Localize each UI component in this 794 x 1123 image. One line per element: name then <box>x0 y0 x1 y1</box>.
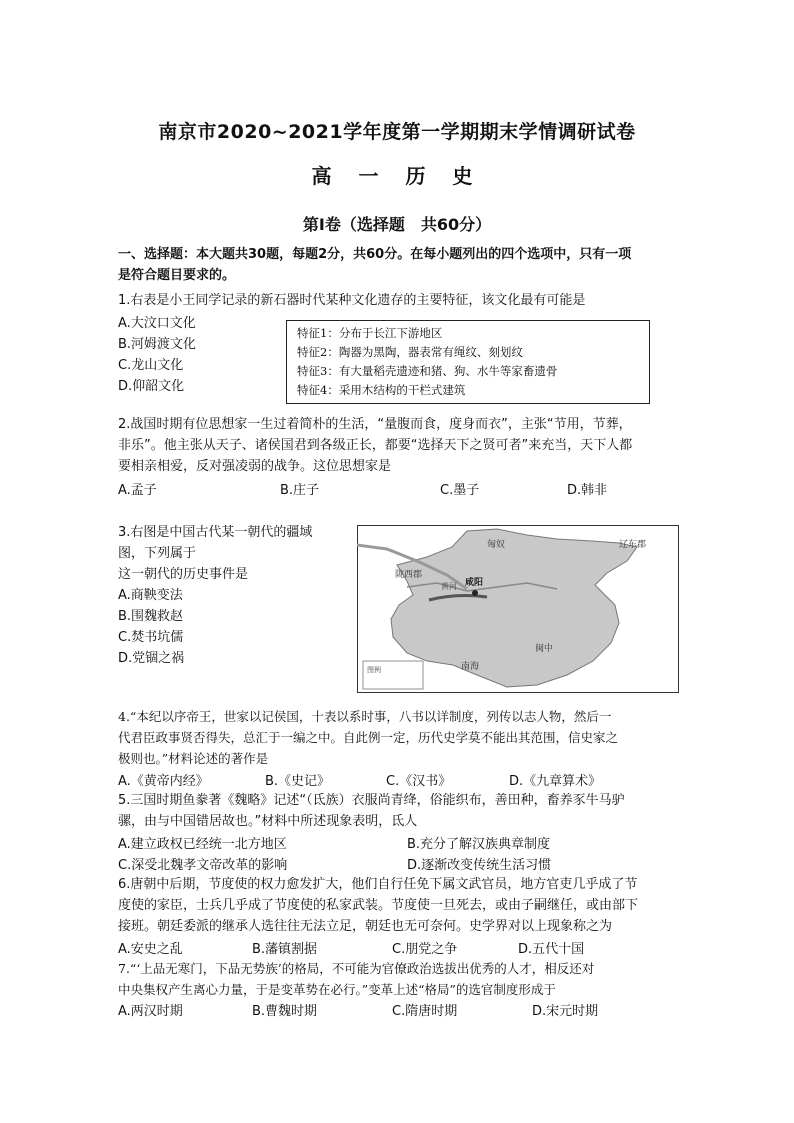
q1-feature-table <box>286 320 650 404</box>
q6-line-2: 度使的家臣，士兵几乎成了节度使的私家武装。节度使一旦死去，或由子嗣继任，或由部下 <box>118 898 639 913</box>
q3-option-b[interactable]: B.围魏救赵 <box>118 609 184 624</box>
instructions-line-1: 一、选择题：本大题共30题，每题2分，共60分。在每小题列出的四个选项中，只有一项 <box>118 247 632 262</box>
q2-option-a[interactable]: A.孟子 <box>118 483 157 498</box>
q4-line-3: 极则也。”材料论述的著作是 <box>118 751 269 766</box>
q1-option-c[interactable]: C.龙山文化 <box>118 358 184 373</box>
q4-line-1: 4.“本纪以序帝王，世家以记侯国，十表以系时事，八书以详制度，列传以志人物，然后一 <box>118 709 612 724</box>
feature-1: 特征1：分布于长江下游地区 <box>297 326 443 340</box>
question-1-stem <box>118 290 678 311</box>
map-label-capital: 咸阳 <box>465 578 484 588</box>
map-legend-title: 图例 <box>367 666 381 674</box>
section-heading: 第Ⅰ卷（选择题 共60分） <box>302 215 492 234</box>
instructions <box>118 244 678 286</box>
q5-option-a[interactable]: A.建立政权已经统一北方地区 <box>118 837 287 852</box>
map-label-northeast: 辽东郡 <box>619 540 647 550</box>
q7-option-c[interactable]: C.隋唐时期 <box>392 1004 458 1019</box>
q3-line-2: 图，下列属于 <box>118 546 197 561</box>
q4-option-b[interactable]: B.《史记》 <box>265 774 331 789</box>
q3-option-a[interactable]: A.商鞅变法 <box>118 588 183 603</box>
q1-option-d[interactable]: D.仰韶文化 <box>118 379 185 394</box>
q3-option-d[interactable]: D.党锢之祸 <box>118 651 185 666</box>
question-5-stem <box>118 790 678 832</box>
question-7-stem <box>118 958 678 1000</box>
q2-line-3: 要相亲相爱，反对强凌弱的战争。这位思想家是 <box>118 459 392 474</box>
map-label-river: 黄河 <box>441 582 457 591</box>
question-2-stem <box>118 414 678 477</box>
q3-option-c[interactable]: C.焚书坑儒 <box>118 630 184 645</box>
q6-line-1: 6.唐朝中后期，节度使的权力愈发扩大，他们自行任免下属文武官员，地方官吏几乎成了节 <box>118 877 638 892</box>
q5-option-d[interactable]: D.逐渐改变传统生活习惯 <box>407 858 552 873</box>
map-label-southeast: 闽中 <box>535 644 554 654</box>
q2-option-d[interactable]: D.韩非 <box>567 483 608 498</box>
q7-line-2: 中央集权产生离心力量，于是变革势在必行。”变革上述“格局”的选官制度形成于 <box>118 982 556 997</box>
q7-line-1: 7.“‘上品无寒门，下品无势族’的格局，不可能为官僚政治选拔出优秀的人才，相反还对 <box>118 961 595 976</box>
q6-option-a[interactable]: A.安史之乱 <box>118 942 183 957</box>
q4-option-a[interactable]: A.《黄帝内经》 <box>118 774 209 789</box>
q6-option-b[interactable]: B.藩镇割据 <box>252 942 318 957</box>
dynasty-territory-map <box>357 525 679 693</box>
exam-title: 南京市2020~2021学年度第一学期期末学情调研试卷 <box>158 121 636 143</box>
q5-option-c[interactable]: C.深受北魏孝文帝改革的影响 <box>118 858 288 873</box>
map-label-top: 匈奴 <box>487 540 506 550</box>
q1-option-b[interactable]: B.河姆渡文化 <box>118 337 197 352</box>
q1-option-a[interactable]: A.大汶口文化 <box>118 316 196 331</box>
map-label-south: 南海 <box>461 662 480 672</box>
q5-line-2: 骡，由与中国错居故也。”材料中所述现象表明，氐人 <box>118 814 418 829</box>
q6-line-3: 接班。朝廷委派的继承人选往往无法立足，朝廷也无可奈何。史学界对以上现象称之为 <box>118 919 613 934</box>
q2-line-1: 2.战国时期有位思想家一生过着简朴的生活，“量腹而食，度身而衣”，主张“节用，节葬， <box>118 417 632 432</box>
q3-line-1: 3.右图是中国古代某一朝代的疆域 <box>118 525 313 540</box>
q2-option-b[interactable]: B.庄子 <box>280 483 320 498</box>
q5-line-1: 5.三国时期鱼豢著《魏略》记述“（氐族）衣服尚青绛，俗能织布，善田种，畜养豕牛马驴 <box>118 793 625 808</box>
question-3-stem <box>118 522 358 585</box>
q6-option-d[interactable]: D.五代十国 <box>518 942 585 957</box>
q2-option-c[interactable]: C.墨子 <box>440 483 480 498</box>
capital-marker <box>472 590 478 596</box>
q2-line-2: 非乐”。他主张从天子、诸侯国君到各级正长，都要“选择天下之贤可者”来充当，天下人都 <box>118 438 633 453</box>
question-1-text: 1.右表是小王同学记录的新石器时代某种文化遗存的主要特征，该文化最有可能是 <box>118 293 586 308</box>
q4-option-c[interactable]: C.《汉书》 <box>386 774 452 789</box>
q4-line-2: 代君臣政事贤否得失，总汇于一编之中。自此例一定，历代史学莫不能出其范围，信史家之 <box>118 730 619 745</box>
feature-4: 特征4：采用木结构的干栏式建筑 <box>297 383 466 397</box>
q3-line-3: 这一朝代的历史事件是 <box>118 567 249 582</box>
feature-3: 特征3：有大量稻壳遗迹和猪、狗、水牛等家畜遗骨 <box>297 364 558 378</box>
map-label-west: 陇西郡 <box>395 570 423 580</box>
question-6-stem <box>118 874 678 937</box>
q7-option-a[interactable]: A.两汉时期 <box>118 1004 183 1019</box>
q4-option-d[interactable]: D.《九章算术》 <box>509 774 602 789</box>
q7-option-d[interactable]: D.宋元时期 <box>532 1004 599 1019</box>
question-4-stem <box>118 706 678 769</box>
q7-option-b[interactable]: B.曹魏时期 <box>252 1004 318 1019</box>
feature-2: 特征2：陶器为黑陶，器表常有绳纹、刻划纹 <box>297 345 523 359</box>
instructions-line-2: 是符合题目要求的。 <box>118 268 236 283</box>
exam-subject: 高 一 历 史 <box>311 164 483 188</box>
q5-option-b[interactable]: B.充分了解汉族典章制度 <box>407 837 551 852</box>
q6-option-c[interactable]: C.朋党之争 <box>392 942 458 957</box>
